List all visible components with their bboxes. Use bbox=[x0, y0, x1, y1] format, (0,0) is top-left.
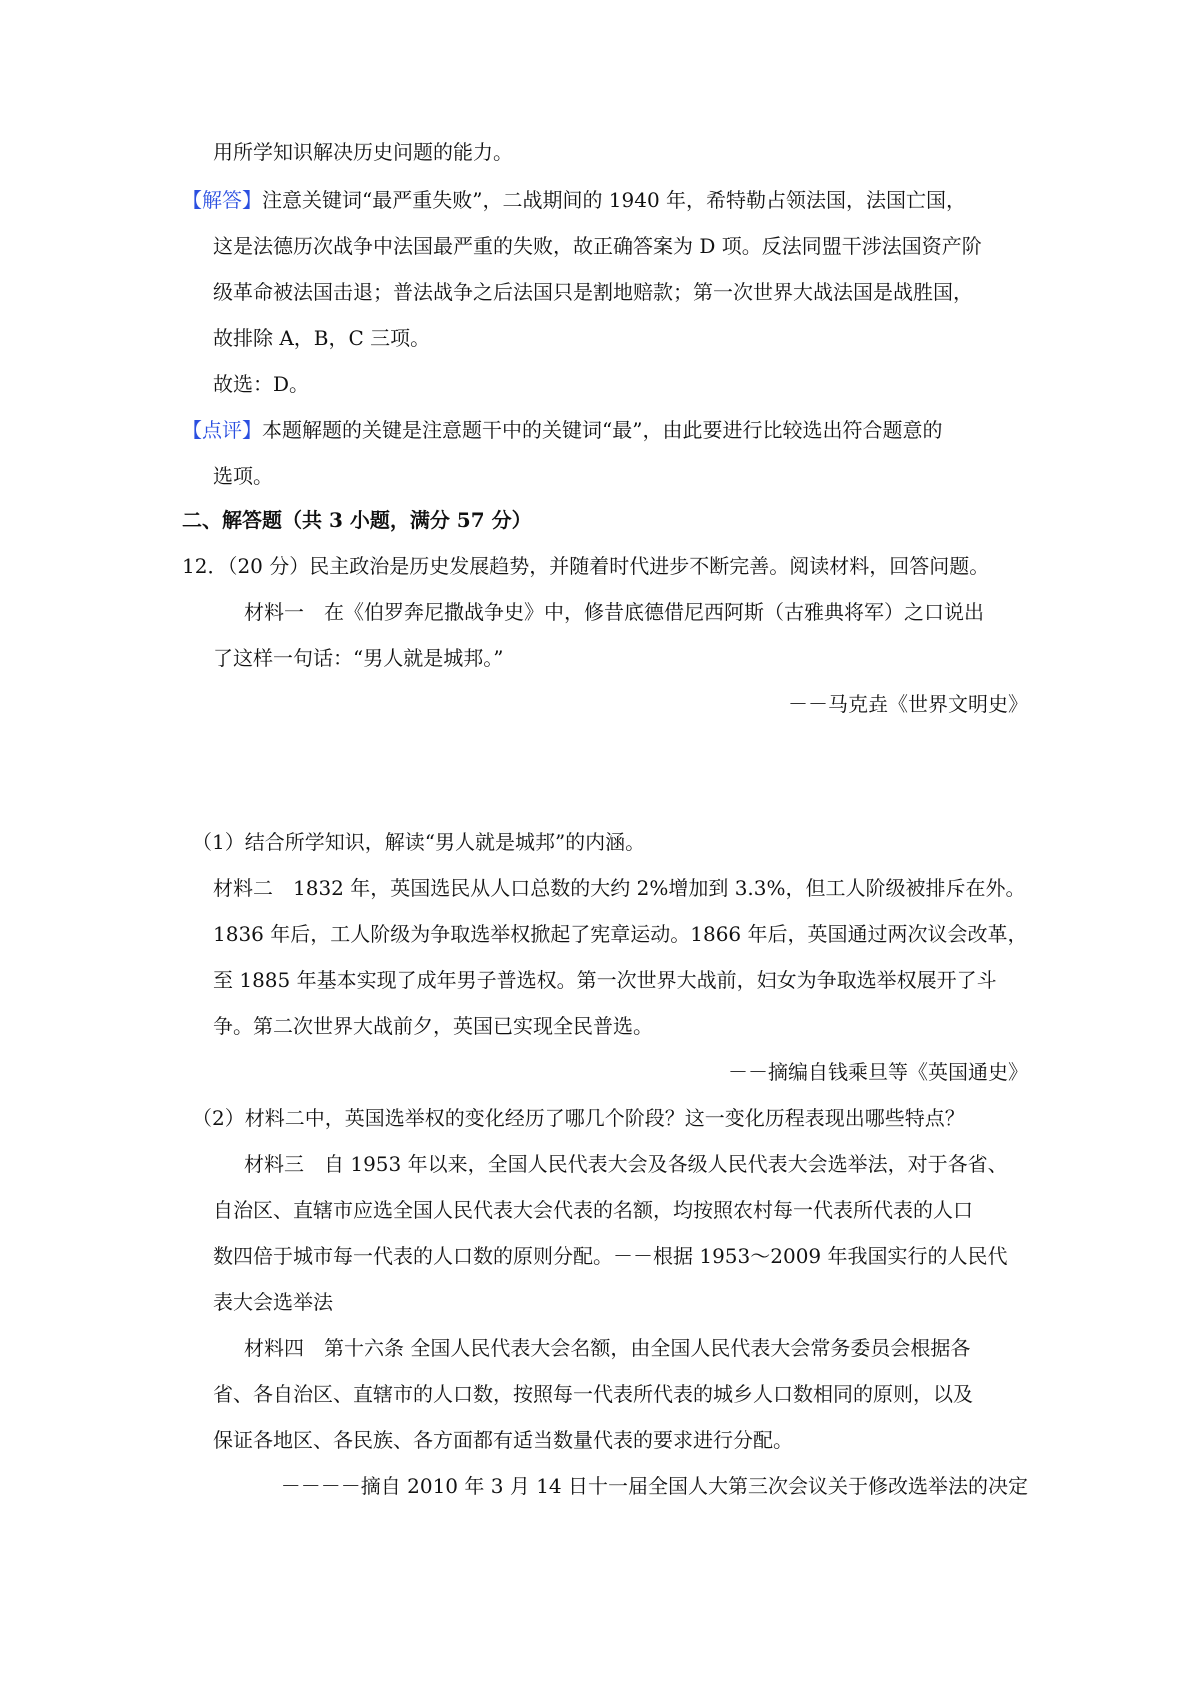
material-3-line-4: 表大会选举法 bbox=[213, 1290, 333, 1314]
sub-question-1: （1）结合所学知识，解读“男人就是城邦”的内涵。 bbox=[192, 830, 646, 854]
comment-text-1: 本题解题的关键是注意题干中的关键词“最”，由此要进行比较选出符合题意的 bbox=[262, 418, 943, 442]
sub-question-2: （2）材料二中，英国选举权的变化经历了哪几个阶段？这一变化历程表现出哪些特点？ bbox=[192, 1106, 965, 1130]
material-3-line-2: 自治区、直辖市应选全国人民代表大会代表的名额，均按照农村每一代表所代表的人口 bbox=[213, 1198, 973, 1222]
material-2-source: －－摘编自钱乘旦等《英国通史》 bbox=[728, 1060, 1028, 1084]
material-1-source: －－马克垚《世界文明史》 bbox=[788, 692, 1028, 716]
material-2-line-1: 材料二 1832 年，英国选民从人口总数的大约 2%增加到 3.3%，但工人阶级被排斥在外。 bbox=[213, 876, 1026, 900]
answer-tag: 【解答】 bbox=[182, 188, 262, 212]
material-4-source: －－－－摘自 2010 年 3 月 14 日十一届全国人大第三次会议关于修改选举法的决定 bbox=[280, 1474, 1028, 1498]
question-12-intro: 12．（20 分）民主政治是历史发展趋势，并随着时代进步不断完善。阅读材料，回答问题。 bbox=[182, 554, 990, 578]
answer-line-2: 这是法德历次战争中法国最严重的失败，故正确答案为 D 项。反法同盟干涉法国资产阶 bbox=[213, 234, 982, 258]
material-2-line-3: 至 1885 年基本实现了成年男子普选权。第一次世界大战前，妇女为争取选举权展开了斗 bbox=[213, 968, 997, 992]
material-1-line-1: 材料一 在《伯罗奔尼撒战争史》中，修昔底德借尼西阿斯（古雅典将军）之口说出 bbox=[244, 600, 984, 624]
material-1-line-2: 了这样一句话：“男人就是城邦。” bbox=[213, 646, 504, 670]
material-4-line-2: 省、各自治区、直辖市的人口数，按照每一代表所代表的城乡人口数相同的原则，以及 bbox=[213, 1382, 973, 1406]
comment-tag: 【点评】 bbox=[182, 418, 262, 442]
comment-line-1 bbox=[182, 406, 942, 454]
material-4-line-1: 材料四 第十六条 全国人民代表大会名额，由全国人民代表大会常务委员会根据各 bbox=[244, 1336, 971, 1360]
answer-line-1 bbox=[182, 176, 966, 224]
choice-line: 故选：D。 bbox=[213, 372, 310, 396]
answer-line-3: 级革命被法国击退；普法战争之后法国只是割地赔款；第一次世界大战法国是战胜国， bbox=[213, 280, 973, 304]
material-3-line-3: 数四倍于城市每一代表的人口数的原则分配。－－根据 1953～2009 年我国实行的人民代 bbox=[213, 1244, 1008, 1268]
material-2-line-4: 争。第二次世界大战前夕，英国已实现全民普选。 bbox=[213, 1014, 653, 1038]
comment-line-2: 选项。 bbox=[213, 464, 273, 488]
answer-line-4: 故排除 A，B，C 三项。 bbox=[213, 326, 431, 350]
material-3-line-1: 材料三 自 1953 年以来，全国人民代表大会及各级人民代表大会选举法，对于各省、 bbox=[244, 1152, 1008, 1176]
answer-text-1: 注意关键词“最严重失败”，二战期间的 1940 年，希特勒占领法国，法国亡国， bbox=[262, 188, 967, 212]
analysis-tail: 用所学知识解决历史问题的能力。 bbox=[213, 140, 513, 164]
section-heading: 二、解答题（共 3 小题，满分 57 分） bbox=[182, 508, 532, 532]
material-4-line-3: 保证各地区、各民族、各方面都有适当数量代表的要求进行分配。 bbox=[213, 1428, 793, 1452]
material-2-line-2: 1836 年后，工人阶级为争取选举权掀起了宪章运动。1866 年后，英国通过两次议会改革， bbox=[213, 922, 1028, 946]
